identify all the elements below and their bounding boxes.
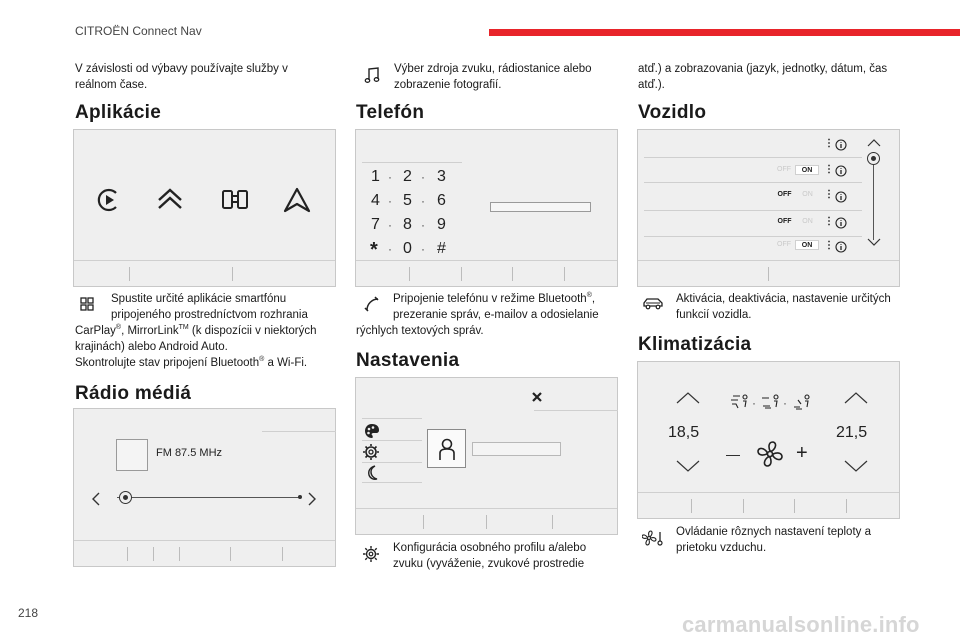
heading-telefon: Telefón [356, 102, 425, 123]
heading-klimatizacia: Klimatizácia [638, 334, 752, 355]
page-number: 218 [18, 606, 39, 620]
key-2[interactable]: 2 [403, 168, 412, 185]
settings-gear-icon [362, 545, 380, 563]
toggle-row-2[interactable]: OFF ON [777, 191, 813, 198]
vehicle-screen [637, 129, 900, 287]
running-header: CITROËN Connect Nav [75, 24, 202, 38]
phone-icon [364, 296, 380, 312]
citroen-logo-icon[interactable] [156, 186, 184, 214]
carplay-icon[interactable] [96, 187, 122, 213]
row-more-icon[interactable]: ⋮ [824, 189, 834, 200]
radio-screen [73, 408, 336, 567]
chevron-right-icon[interactable] [307, 491, 317, 507]
info-icon[interactable] [835, 165, 847, 177]
palette-icon[interactable] [364, 423, 380, 439]
fan-decrease-button[interactable]: — [726, 446, 740, 462]
settings-desc: Konfigurácia osobného profilu a/alebo zvuku (vyváženie, zvukové prostredie [393, 542, 587, 570]
phone-desc-2: prezeranie správ, e-mailov a odosielanie [393, 309, 599, 321]
key-8[interactable]: 8 [403, 216, 412, 233]
profile-tile[interactable] [427, 429, 466, 468]
slider-handle-dot [123, 495, 128, 500]
phone-screen: 1 · 2 · 3 4 · 5 · 6 7 · 8 · 9 * · 0 · # [355, 129, 618, 287]
settings-desc-continuation: atď.) a zobrazovania (jazyk, jednotky, dátum, čas atď.). [638, 63, 888, 91]
key-7[interactable]: 7 [371, 216, 380, 233]
climate-desc: Ovládanie rôznych nastavení teploty a prietoku vzduchu. [676, 526, 871, 554]
fan-temperature-icon [642, 530, 664, 546]
info-icon[interactable] [835, 241, 847, 253]
temperature-left: 18,5 [668, 424, 700, 441]
key-star[interactable]: * [370, 239, 378, 261]
climate-screen: · · 18,5 21,5 — + [637, 361, 900, 519]
row-more-icon[interactable]: ⋮ [824, 138, 834, 149]
info-icon[interactable] [835, 217, 847, 229]
key-hash[interactable]: # [437, 240, 446, 257]
toggle-row-4[interactable]: OFF ON [773, 240, 819, 250]
fan-increase-button[interactable]: + [796, 442, 808, 464]
airflow-feet-icon[interactable] [792, 394, 812, 410]
apps-grid-icon [80, 297, 94, 311]
chevron-left-icon[interactable] [91, 491, 101, 507]
watermark: carmanualsonline.info [682, 612, 920, 637]
row-more-icon[interactable]: ⋮ [824, 216, 834, 227]
moon-icon[interactable] [365, 465, 379, 481]
phone-desc-1: Pripojenie telefónu v režime Bluetooth®, [393, 292, 596, 305]
vehicle-desc: Aktivácia, deaktivácia, nastavenie určitých funkcií vozidla. [676, 293, 891, 321]
settings-screen [355, 377, 618, 535]
airflow-face-feet-icon[interactable] [761, 394, 781, 410]
scroll-track[interactable] [873, 152, 874, 240]
temp-left-up-icon[interactable] [676, 392, 700, 404]
station-artwork [116, 439, 148, 471]
scroll-handle-dot [871, 156, 876, 161]
slider-end-dot [298, 495, 302, 499]
key-9[interactable]: 9 [437, 216, 446, 233]
profile-name-field[interactable] [472, 442, 561, 456]
apps-screen [73, 129, 336, 287]
key-6[interactable]: 6 [437, 192, 446, 209]
music-note-icon [364, 66, 380, 84]
scroll-up-icon[interactable] [867, 139, 881, 147]
temperature-right: 21,5 [836, 424, 868, 441]
toggle-row-3[interactable]: OFF ON [777, 218, 813, 225]
toggle-row-1[interactable]: OFF ON [773, 165, 819, 175]
key-0[interactable]: 0 [403, 240, 412, 257]
radio-desc: Výber zdroja zvuku, rádiostanice alebo zobrazenie fotografií. [394, 63, 592, 91]
temp-left-down-icon[interactable] [676, 460, 700, 472]
close-icon[interactable] [531, 391, 543, 403]
heading-aplikacie: Aplikácie [75, 102, 162, 123]
info-icon[interactable] [835, 139, 847, 151]
key-4[interactable]: 4 [371, 192, 380, 209]
phone-number-field[interactable] [490, 202, 591, 212]
mirrorlink-icon[interactable] [221, 188, 249, 212]
frequency-slider-track[interactable] [117, 497, 299, 498]
apps-desc-2: CarPlay®, MirrorLink™ (k dispozícii v niektorých krajinách) alebo Android Auto. [75, 324, 317, 353]
scroll-down-icon[interactable] [867, 238, 881, 246]
accent-bar [489, 29, 960, 36]
android-auto-icon[interactable] [282, 186, 312, 214]
row-more-icon[interactable]: ⋮ [824, 164, 834, 175]
info-icon[interactable] [835, 191, 847, 203]
apps-desc-1: Spustite určité aplikácie smartfónu pripojeného prostredníctvom rozhrania [111, 293, 308, 321]
temp-right-down-icon[interactable] [844, 460, 868, 472]
station-frequency: FM 87.5 MHz [156, 447, 223, 459]
apps-desc-3: Skontrolujte stav pripojení Bluetooth® a Wi-Fi. [75, 356, 308, 369]
phone-desc-3: rýchlych textových správ. [356, 325, 484, 337]
key-3[interactable]: 3 [437, 168, 446, 185]
heading-nastavenia: Nastavenia [356, 350, 460, 371]
key-1[interactable]: 1 [371, 168, 380, 185]
heading-vozidlo: Vozidlo [638, 102, 707, 123]
row-more-icon[interactable]: ⋮ [824, 240, 834, 251]
car-icon [642, 296, 664, 310]
intro-text: V závislosti od výbavy používajte služby v reálnom čase. [75, 63, 288, 91]
temp-right-up-icon[interactable] [844, 392, 868, 404]
key-5[interactable]: 5 [403, 192, 412, 209]
airflow-face-icon[interactable] [730, 394, 750, 410]
gear-sound-icon[interactable] [362, 443, 382, 461]
heading-radio: Rádio médiá [75, 383, 192, 404]
fan-icon [756, 440, 784, 468]
